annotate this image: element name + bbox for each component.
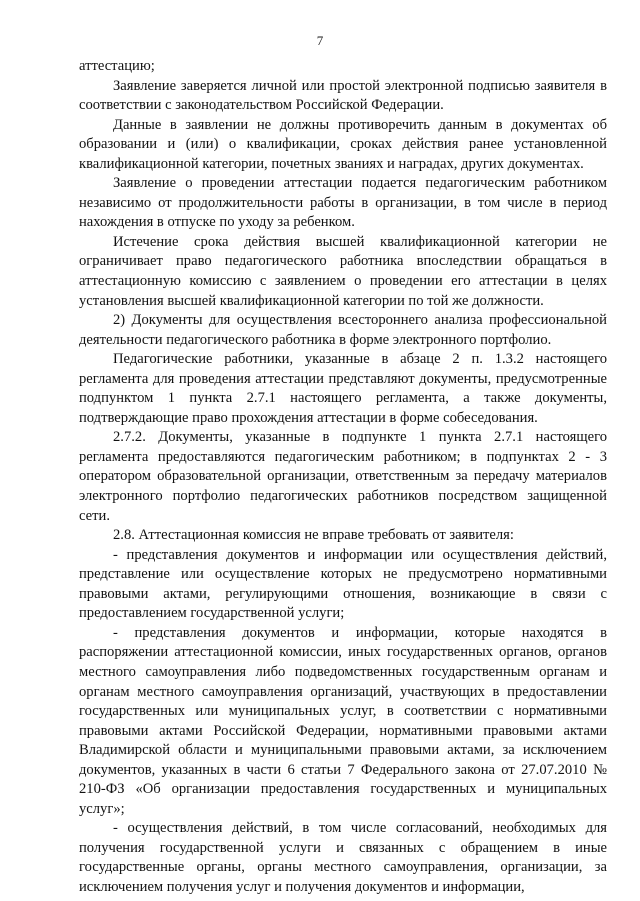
- paragraph-data-consistency: Данные в заявлении не должны противоречить данным в документах об образовании и (или) о квалификации, сроках действия ранее установленной квалификационной категории, почетных званиях и наградах, других документах.: [79, 116, 607, 172]
- paragraph-category-expiry: Истечение срока действия высшей квалификационной категории не ограничивает право педагогического работника впоследствии обращаться в аттестационную комиссию с заявлением о проведении его аттестации в целях установления высшей квалификационной категории по той же должности.: [79, 233, 607, 309]
- list-item-regulatory-documents: - представления документов и информации или осуществления действий, представление или осуществление которых не предусмотрено нормативными правовыми актами, регулирующими отношения, возникающие в связи с предоставлением государственной услуги;: [79, 546, 607, 622]
- paragraph-application-submission: Заявление о проведении аттестации подается педагогическим работником независимо от продолжительности работы в организации, в том числе в период нахождения в отпуске по уходу за ребенком.: [79, 175, 607, 231]
- paragraph-2-8-heading: 2.8. Аттестационная комиссия не вправе требовать от заявителя:: [113, 527, 514, 544]
- paragraph-2-7-2: 2.7.2. Документы, указанные в подпункте 1 пункта 2.7.1 настоящего регламента предоставляются педагогическим работником; в подпунктах 2 - 3 оператором образовательной организации, ответственным за передачу материалов электронного портфолио педагогических работников посредством защищенной сети.: [79, 429, 607, 524]
- paragraph-attestation-end: аттестацию;: [79, 58, 155, 74]
- list-item-approvals: - осуществления действий, в том числе согласований, необходимых для получения государственной услуги и связанных с обращением в иные государственные органы, органы местного самоуправления, организации, за исключением получения услуг и получения документов и информации,: [79, 820, 607, 895]
- paragraph-signature-requirement: Заявление заверяется личной или простой электронной подписью заявителя в соответствии с законодательством Российской Федерации.: [79, 77, 607, 114]
- list-item-held-documents: - представления документов и информации, которые находятся в распоряжении аттестационной комиссии, иных государственных органов, органов местного самоуправления либо подведомственных государственным органам и органам местного самоуправления организаций, участвующих в предоставлении государственных или муниципальных услуг, в соответствии с нормативными правовыми актами Российской Федерации, нормативными правовыми актами Владимирской области и муниципальными правовыми актами, за исключением документов, указанных в части 6 статьи 7 Федерального закона от 27.07.2010 № 210-ФЗ «Об организации предоставления государственных и муниципальных услуг»;: [79, 624, 607, 817]
- document-body: [79, 57, 607, 898]
- paragraph-teachers-documents: Педагогические работники, указанные в абзаце 2 п. 1.3.2 настоящего регламента для проведения аттестации представляют документы, предусмотренные подпунктом 1 пункта 2.7.1 настоящего регламента, а также документы, подтверждающие право прохождения аттестации в форме собеседования.: [79, 351, 607, 426]
- page-number: 7: [316, 33, 324, 48]
- paragraph-electronic-portfolio: 2) Документы для осуществления всестороннего анализа профессиональной деятельности педагогического работника в форме электронного портфолио.: [79, 312, 607, 348]
